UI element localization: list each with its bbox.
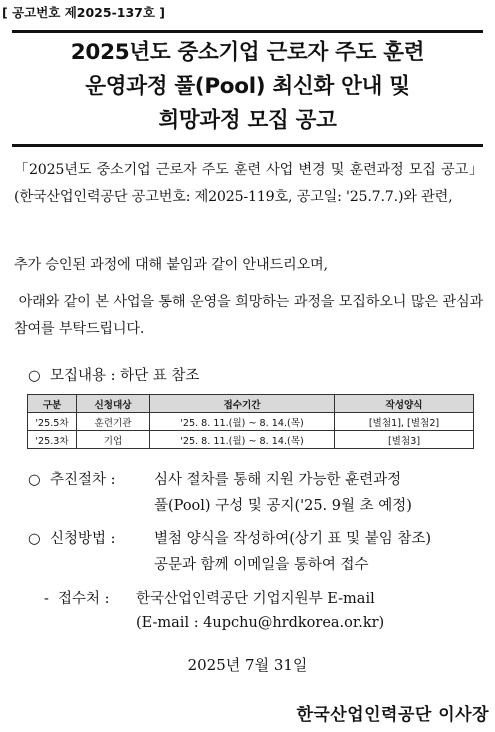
procedure-label: 추진절차 : [50, 472, 116, 488]
notice-number: [ 공고번호 제2025-137호 ] [2, 5, 166, 20]
circle-bullet-icon: ○ [28, 531, 41, 547]
cell-target: 기업 [77, 431, 150, 449]
recruit-content-item [28, 364, 199, 388]
recruit-content-text: 모집내용 : 하단 표 참조 [50, 368, 200, 384]
signature: 한국산업인력공단 이사장 [296, 705, 489, 725]
application-method-line-1: 별첨 양식을 작성하여(상기 표 및 붙임 참조) [154, 531, 432, 547]
table-row [28, 431, 474, 449]
circle-bullet-icon: ○ [28, 368, 41, 384]
page-title [0, 36, 495, 138]
cell-category: '25.5차 [28, 413, 77, 431]
col-header-target: 신청대상 [77, 395, 150, 413]
application-method-line-2: 공문과 함께 이메일을 통하여 접수 [154, 557, 369, 573]
col-header-form: 작성양식 [335, 395, 474, 413]
procedure-line-2: 풀(Pool) 구성 및 공지('25. 9월 초 예정) [154, 498, 412, 514]
table-row [28, 413, 474, 431]
title-line-2: 운영과정 풀(Pool) 최신화 안내 및 [85, 74, 410, 99]
notice-date: 2025년 7월 31일 [187, 656, 308, 674]
request-paragraph: 아래와 같이 본 사업을 통해 운영을 희망하는 과정을 모집하오니 많은 관심과 참여를 부탁드립니다. [14, 294, 488, 337]
cell-target: 훈련기관 [77, 413, 150, 431]
top-rule [12, 30, 483, 33]
col-header-category: 구분 [28, 395, 77, 413]
reception-email: (E-mail : 4upchu@hrdkorea.or.kr) [136, 615, 385, 631]
cell-category: '25.3차 [28, 431, 77, 449]
cell-form: [별첨1], [별첨2] [335, 413, 474, 431]
cell-period: '25. 8. 11.(월) ~ 8. 14.(목) [150, 431, 335, 449]
table-header-row [28, 395, 474, 413]
cell-period: '25. 8. 11.(월) ~ 8. 14.(목) [150, 413, 335, 431]
reception-label: 접수처 : [58, 591, 110, 607]
title-bottom-rule [12, 144, 483, 147]
col-header-period: 접수기간 [150, 395, 335, 413]
dash-bullet: - [44, 591, 49, 607]
application-method-label: 신청방법 : [50, 531, 116, 547]
title-line-3: 희망과정 모집 공고 [158, 108, 337, 133]
intro-paragraph: 「2025년도 중소기업 근로자 주도 훈련 사업 변경 및 훈련과정 모집 공고」(한국산업인력공단 공고번호: 제2025-119호, 공고일: '25.7.7.)와 관련, [14, 162, 483, 205]
schedule-table [27, 394, 474, 449]
circle-bullet-icon: ○ [28, 472, 41, 488]
reception-line-1: 한국산업인력공단 기업지원부 E-mail [136, 591, 375, 607]
reception-item [44, 587, 375, 611]
application-method-item [28, 526, 431, 552]
procedure-line-1: 심사 절차를 통해 지원 가능한 훈련과정 [154, 472, 402, 488]
title-line-1: 2025년도 중소기업 근로자 주도 훈련 [70, 40, 425, 65]
cell-form: [별첨3] [335, 431, 474, 449]
added-courses-paragraph: 추가 승인된 과정에 대해 붙임과 같이 안내드리오며, [14, 257, 328, 273]
procedure-item [28, 467, 401, 493]
